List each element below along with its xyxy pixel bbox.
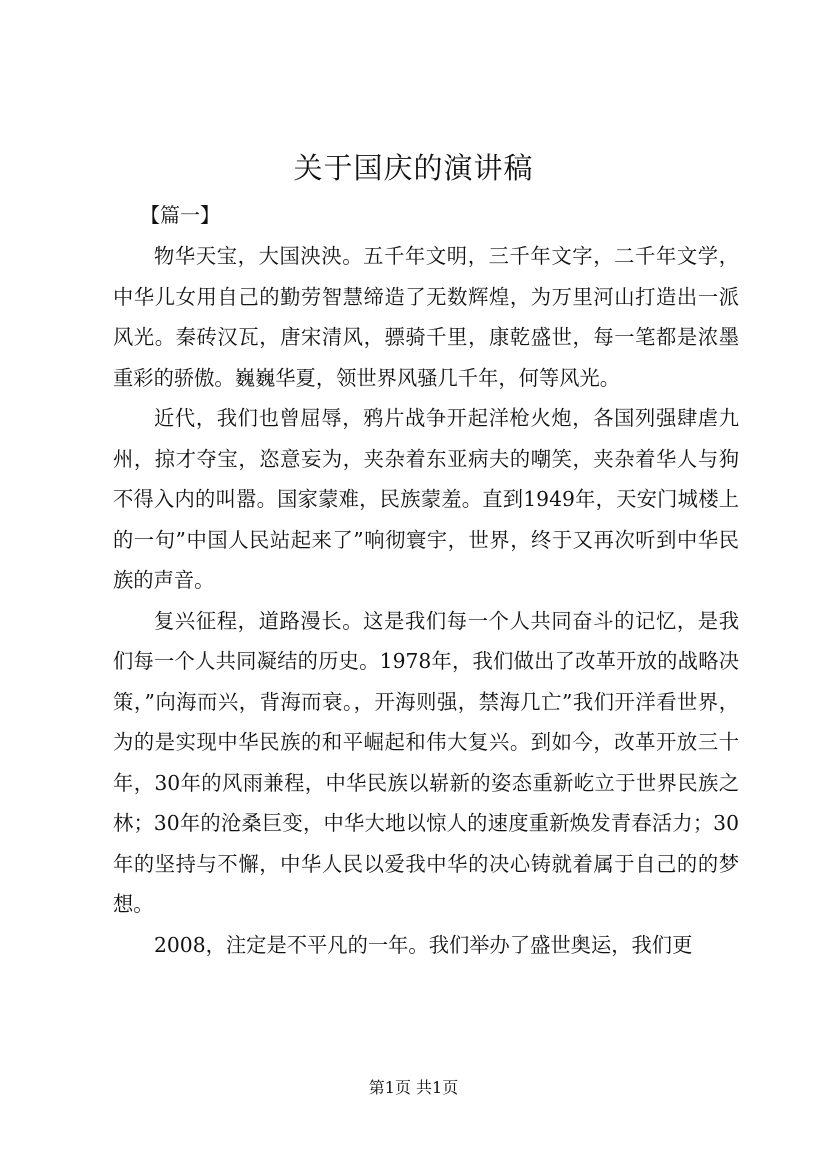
page-footer: 第1页 共1页 <box>368 1078 459 1097</box>
section-label: 【篇一】 <box>140 203 220 227</box>
paragraph: 近代，我们也曾屈辱，鸦片战争开起洋枪火炮，各国列强肆虐九州，掠才夺宝，恣意妄为，夹杂着东亚病夫的嘲笑，夹杂着华人与狗不得入内的叫嚣。国家蒙难，民族蒙羞。直到1949年，天安门城楼上的一句”中国人民站起来了”响彻寰宇，世界，终于又再次听到中华民族的声音。 <box>113 406 739 592</box>
paragraph: 复兴征程，道路漫长。这是我们每一个人共同奋斗的记忆，是我们每一个人共同凝结的历史。1978年，我们做出了改革开放的战略决策，”向海而兴，背海而衰。，开海则强，禁海几亡”我们开洋看世界，为的是实现中华民族的和平崛起和伟大复兴。到如今，改革开放三十年，30年的风雨兼程，中华民族以崭新的姿态重新屹立于世界民族之林；30年的沧桑巨变，中华大地以惊人的速度重新焕发青春活力；30年的坚持与不懈，中华人民以爱我中华的决心铸就着属于自己的的梦想。 <box>113 608 739 916</box>
document-title: 关于国庆的演讲稿 <box>293 151 534 185</box>
paragraph: 2008，注定是不平凡的一年。我们举办了盛世奥运，我们更 <box>154 932 693 957</box>
paragraph: 物华天宝，大国泱泱。五千年文明，三千年文字，二千年文学，中华儿女用自己的勤劳智慧缔造了无数辉煌，为万里河山打造出一派风光。秦砖汉瓦，唐宋清风，骠骑千里，康乾盛世，每一笔都是浓墨重彩的骄傲。巍巍华夏，领世界风骚几千年，何等风光。 <box>113 244 739 390</box>
document-body <box>113 236 739 965</box>
